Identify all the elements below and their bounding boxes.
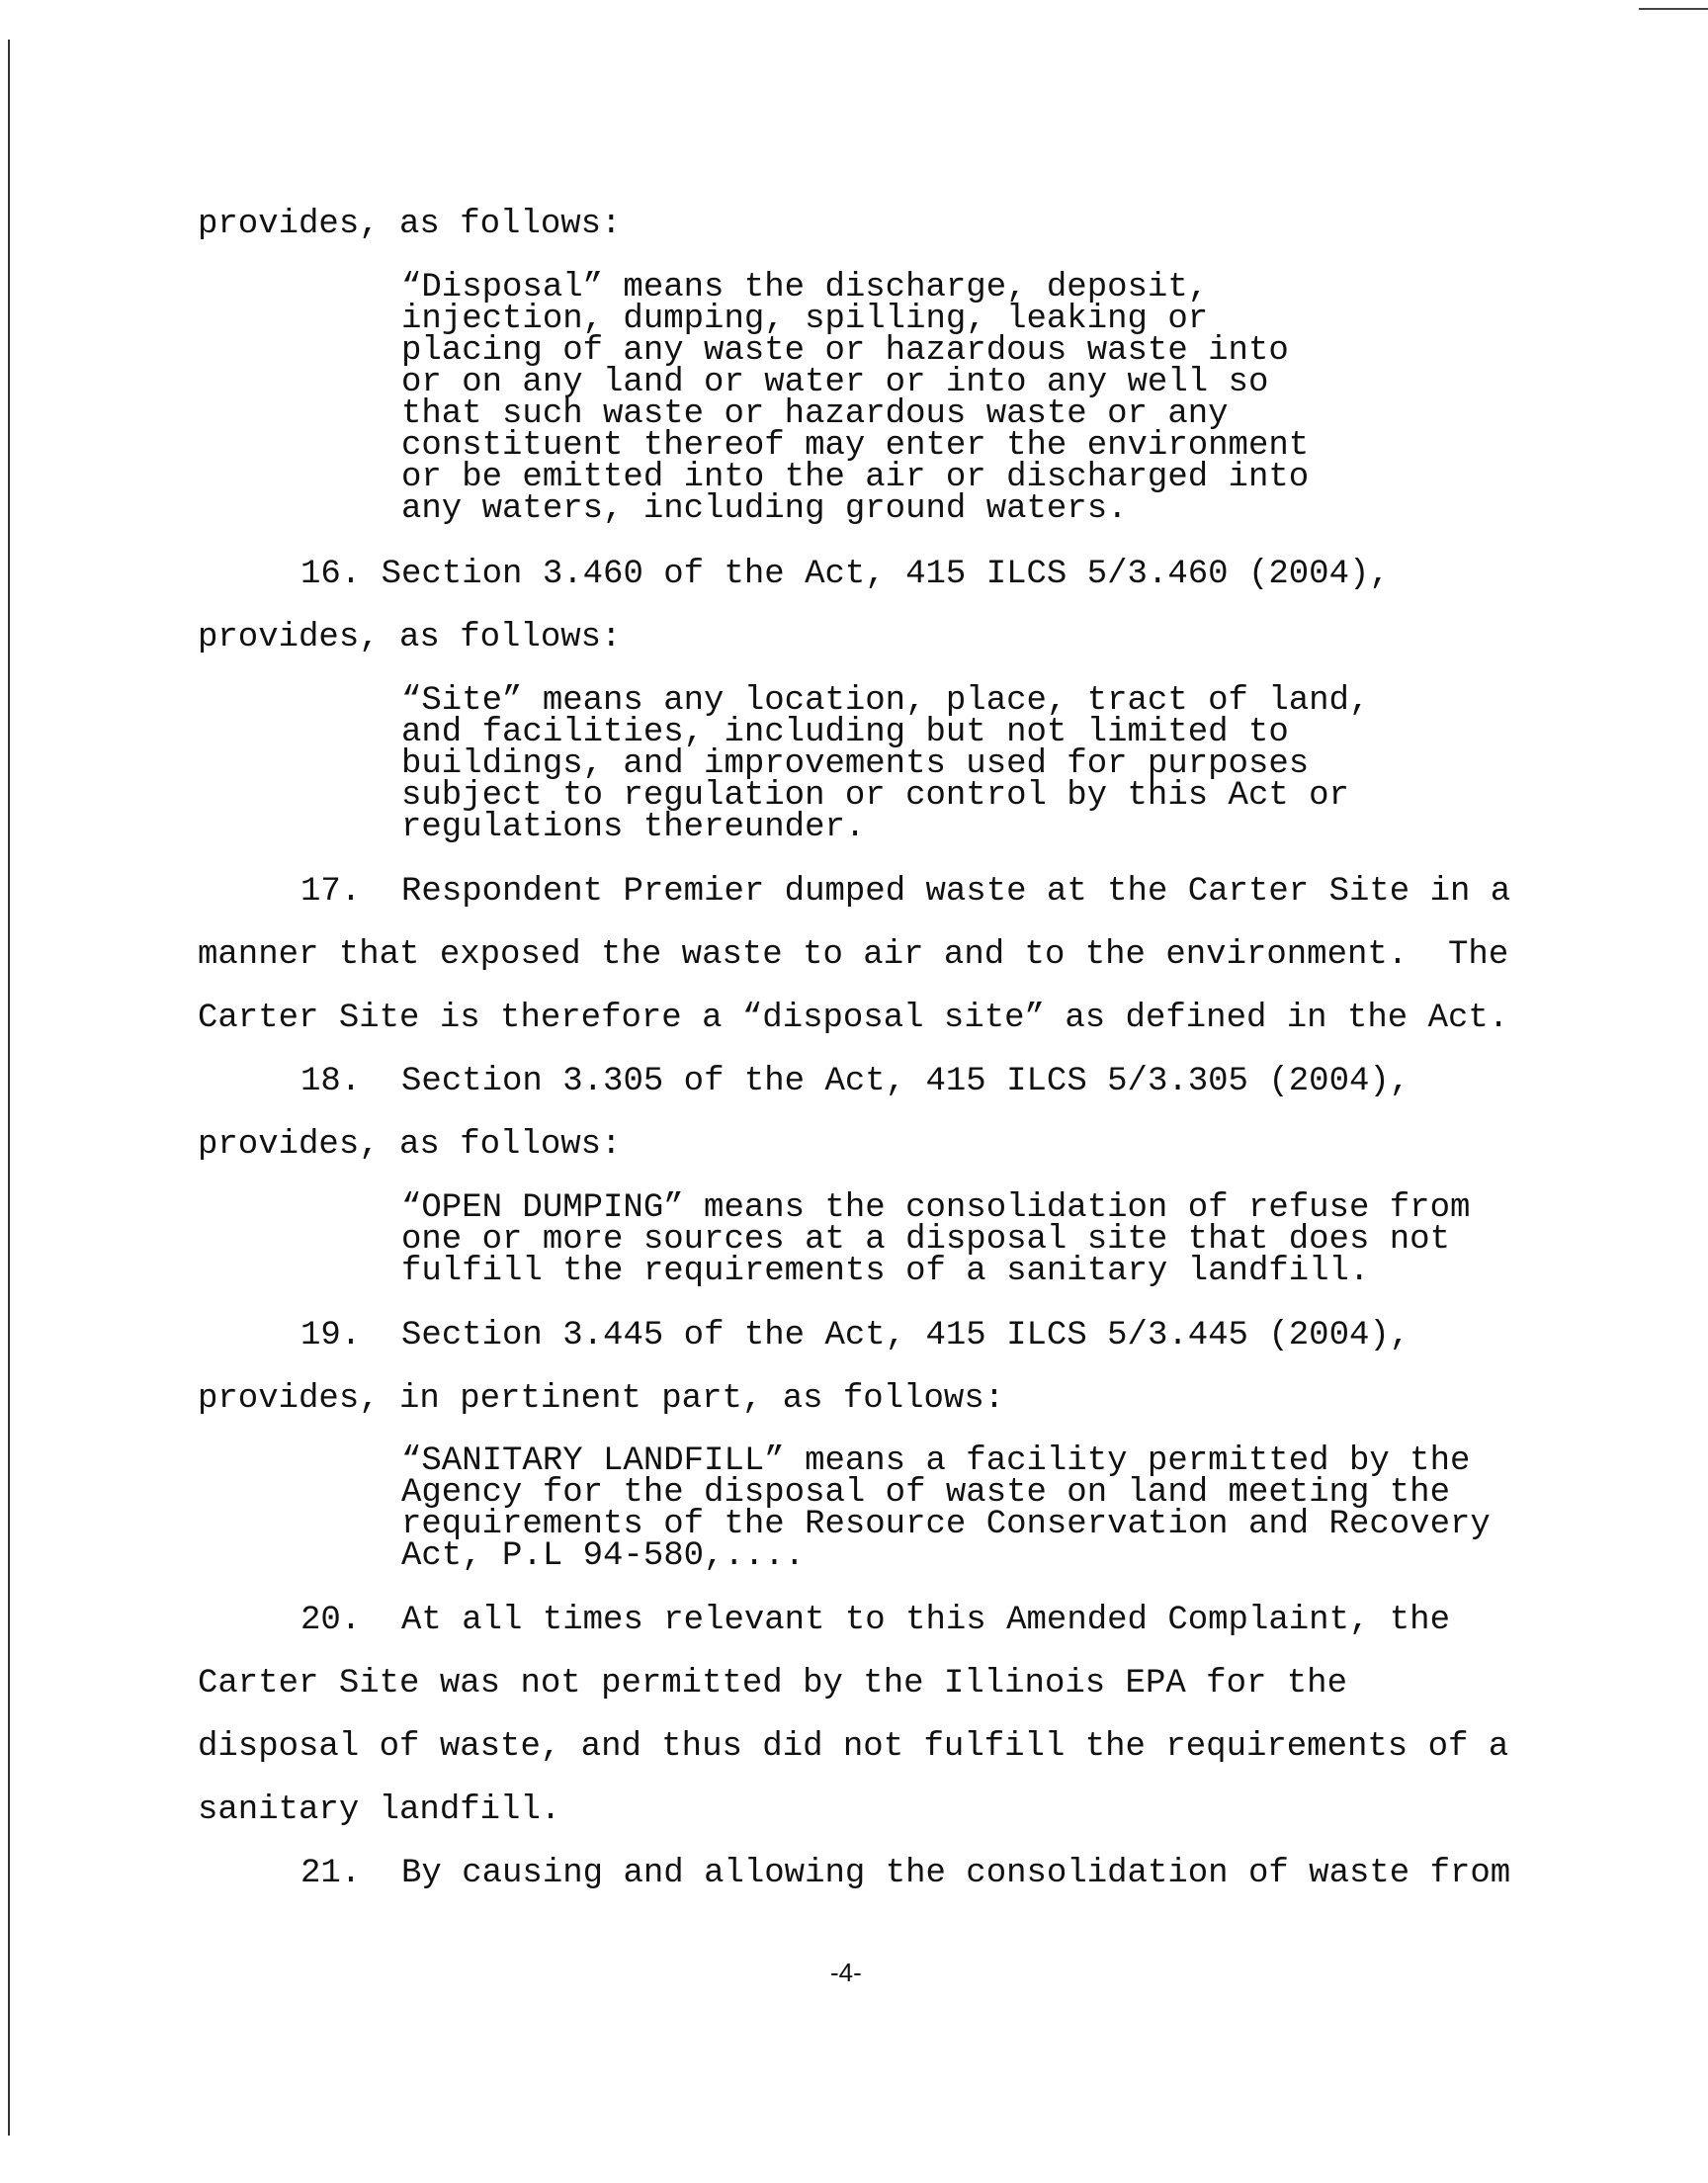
quote-line: or on any land or water or into any well so [401, 364, 1269, 401]
quote-line: one or more sources at a disposal site that does not [401, 1221, 1450, 1259]
quote-line: fulfill the requirements of a sanitary landfill. [401, 1253, 1370, 1290]
page-number: -4- [830, 1958, 862, 1987]
paragraph-16-line: 16. Section 3.460 of the Act, 415 ILCS 5/3.460 (2004), [300, 556, 1390, 593]
quote-line: subject to regulation or control by this Act or [401, 777, 1349, 815]
paragraph-21-line: 21. By causing and allowing the consolidation of waste from [300, 1855, 1511, 1892]
text-line: provides, as follows: [198, 206, 622, 243]
quote-line: requirements of the Resource Conservation and Recovery [401, 1506, 1491, 1543]
paragraph-19-line: provides, in pertinent part, as follows: [198, 1380, 1005, 1418]
paragraph-16-line: provides, as follows: [198, 619, 622, 656]
quote-line: placing of any waste or hazardous waste into [401, 332, 1289, 370]
quote-line: “Site” means any location, place, tract of land, [401, 682, 1370, 720]
quote-line: “Disposal” means the discharge, deposit, [401, 269, 1209, 306]
paragraph-18-line: 18. Section 3.305 of the Act, 415 ILCS 5/3.305 (2004), [300, 1063, 1410, 1100]
left-margin-rule [8, 40, 10, 2136]
quote-line: or be emitted into the air or discharged into [401, 459, 1310, 496]
paragraph-19-line: 19. Section 3.445 of the Act, 415 ILCS 5/3.445 (2004), [300, 1317, 1410, 1354]
quote-line: injection, dumping, spilling, leaking or [401, 301, 1209, 338]
paragraph-20-line: 20. At all times relevant to this Amended Complaint, the [300, 1602, 1450, 1639]
quote-line: and facilities, including but not limited to [401, 714, 1289, 751]
top-corner-rule [1639, 8, 1708, 10]
quote-line: any waters, including ground waters. [401, 490, 1128, 528]
paragraph-20-line: sanitary landfill. [198, 1791, 561, 1829]
quote-line: that such waste or hazardous waste or any [401, 395, 1229, 433]
paragraph-18-line: provides, as follows: [198, 1126, 622, 1164]
quote-line: Agency for the disposal of waste on land meeting the [401, 1474, 1450, 1512]
quote-line: “OPEN DUMPING” means the consolidation of refuse from [401, 1189, 1471, 1227]
quote-line: constituent thereof may enter the environment [401, 427, 1310, 465]
quote-line: buildings, and improvements used for purposes [401, 745, 1310, 783]
paragraph-17-line: 17. Respondent Premier dumped waste at the Carter Site in a [300, 873, 1511, 911]
paragraph-20-line: Carter Site was not permitted by the Illinois EPA for the [198, 1665, 1347, 1703]
quote-line: Act, P.L 94-580,.... [401, 1537, 806, 1575]
paragraph-17-line: Carter Site is therefore a “disposal site” as defined in the Act. [198, 1000, 1509, 1037]
paragraph-20-line: disposal of waste, and thus did not fulfill the requirements of a [198, 1728, 1509, 1766]
paragraph-17-line: manner that exposed the waste to air and to the environment. The [198, 936, 1509, 974]
quote-line: regulations thereunder. [401, 809, 866, 846]
quote-line: “SANITARY LANDFILL” means a facility permitted by the [401, 1442, 1471, 1480]
